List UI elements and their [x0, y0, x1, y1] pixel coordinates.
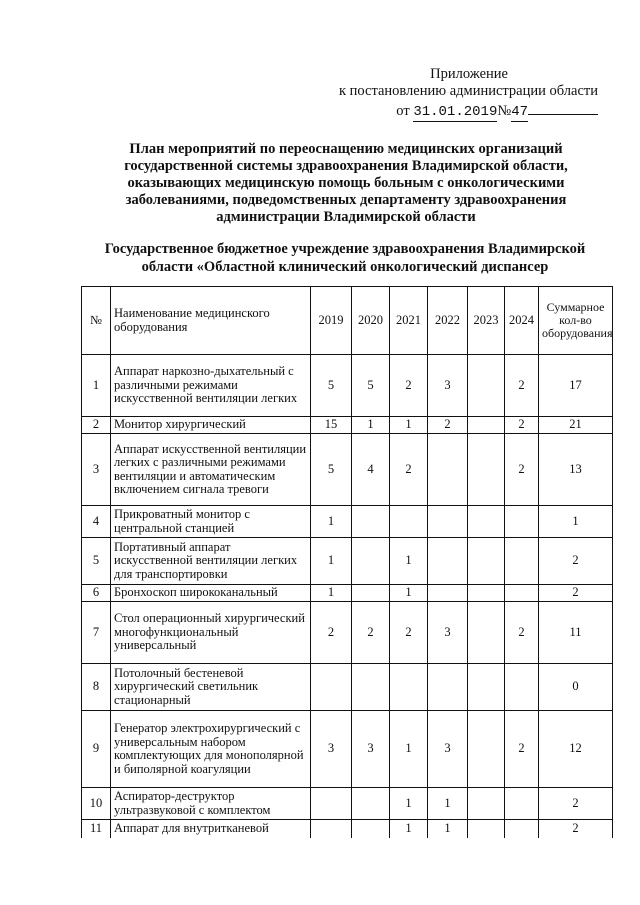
total-quantity: 11: [539, 602, 613, 664]
year-quantity: [468, 355, 505, 417]
table-row: [82, 434, 613, 506]
header-year: 2022: [428, 287, 468, 355]
year-quantity: 1: [390, 788, 428, 820]
year-quantity: [468, 664, 505, 711]
date-prefix: от: [396, 103, 410, 119]
equipment-name: Стол операционный хирургический многофункциональный универсальный: [111, 602, 311, 664]
total-quantity: 2: [539, 820, 613, 838]
year-quantity: [352, 820, 390, 838]
header-year: 2021: [390, 287, 428, 355]
year-quantity: [352, 664, 390, 711]
appendix-header: [320, 66, 598, 122]
year-quantity: 5: [352, 355, 390, 417]
equipment-name: Потолочный бестеневой хирургический светильник стационарный: [111, 664, 311, 711]
table-row: [82, 788, 613, 820]
table-row: [82, 417, 613, 434]
year-quantity: [468, 538, 505, 585]
equipment-name: Портативный аппарат искусственной вентиляции легких для транспортировки: [111, 538, 311, 585]
table-row: [82, 711, 613, 788]
year-quantity: 2: [505, 417, 539, 434]
total-quantity: 2: [539, 788, 613, 820]
total-quantity: 21: [539, 417, 613, 434]
year-quantity: 1: [390, 538, 428, 585]
year-quantity: 1: [428, 820, 468, 838]
total-quantity: 17: [539, 355, 613, 417]
number-underline: [528, 100, 598, 115]
appendix-label: Приложение: [430, 66, 508, 82]
row-number: 1: [82, 355, 111, 417]
year-quantity: 1: [390, 417, 428, 434]
year-quantity: 2: [311, 602, 352, 664]
year-quantity: [352, 585, 390, 602]
row-number: 9: [82, 711, 111, 788]
year-quantity: [468, 788, 505, 820]
equipment-name: Прикроватный монитор с центральной станцией: [111, 506, 311, 538]
total-quantity: 2: [539, 538, 613, 585]
total-quantity: 12: [539, 711, 613, 788]
year-quantity: [505, 506, 539, 538]
year-quantity: 3: [428, 355, 468, 417]
equipment-name: Аспиратор-деструктор ультразвуковой с комплектом: [111, 788, 311, 820]
year-quantity: 1: [311, 585, 352, 602]
total-quantity: 2: [539, 585, 613, 602]
year-quantity: [428, 664, 468, 711]
year-quantity: [468, 506, 505, 538]
equipment-name: Аппарат наркозно-дыхательный с различными режимами искусственной вентиляции легких: [111, 355, 311, 417]
header-total: Суммарное кол-во оборудования: [539, 287, 613, 355]
year-quantity: 3: [352, 711, 390, 788]
table-row: [82, 664, 613, 711]
year-quantity: 3: [428, 711, 468, 788]
number-sign: №: [497, 103, 512, 119]
appendix-date-line: [320, 100, 598, 122]
year-quantity: [428, 538, 468, 585]
table-row: [82, 538, 613, 585]
year-quantity: 2: [428, 417, 468, 434]
year-quantity: [468, 602, 505, 664]
year-quantity: [468, 417, 505, 434]
equipment-name: Генератор электрохирургический с универсальным набором комплектующих для монополярной и биполярной коагуляции: [111, 711, 311, 788]
year-quantity: 3: [428, 602, 468, 664]
row-number: 5: [82, 538, 111, 585]
year-quantity: 2: [505, 602, 539, 664]
year-quantity: 1: [311, 506, 352, 538]
document-title: План мероприятий по переоснащению медицинских организаций государственной системы здравоохранения Владимирской области, оказывающих медицинскую помощь больным с онкологическими заболеваниями, подведомственных департаменту здравоохранения администрации Владимирской области: [124, 141, 568, 225]
year-quantity: [311, 820, 352, 838]
equipment-name: Аппарат искусственной вентиляции легких с различными режимами вентиляции и автоматическим включением сигнала тревоги: [111, 434, 311, 506]
year-quantity: [311, 788, 352, 820]
year-quantity: 2: [505, 434, 539, 506]
table-row: [82, 602, 613, 664]
table-row: [82, 820, 613, 838]
year-quantity: 2: [505, 355, 539, 417]
year-quantity: [468, 585, 505, 602]
year-quantity: [352, 538, 390, 585]
table-row: [82, 506, 613, 538]
row-number: 3: [82, 434, 111, 506]
table-row: [82, 355, 613, 417]
table-header-row: [82, 287, 613, 355]
year-quantity: [428, 585, 468, 602]
header-year: 2024: [505, 287, 539, 355]
year-quantity: 3: [311, 711, 352, 788]
row-number: 6: [82, 585, 111, 602]
year-quantity: 1: [390, 820, 428, 838]
row-number: 7: [82, 602, 111, 664]
year-quantity: 2: [390, 602, 428, 664]
date-value: 31.01.2019: [413, 104, 498, 120]
year-quantity: [390, 664, 428, 711]
year-quantity: 15: [311, 417, 352, 434]
total-quantity: 0: [539, 664, 613, 711]
year-quantity: [390, 506, 428, 538]
equipment-table: [81, 286, 613, 838]
year-quantity: 5: [311, 434, 352, 506]
year-quantity: [505, 585, 539, 602]
equipment-name: Монитор хирургический: [111, 417, 311, 434]
year-quantity: 2: [390, 434, 428, 506]
header-year: 2020: [352, 287, 390, 355]
row-number: 8: [82, 664, 111, 711]
year-quantity: [468, 820, 505, 838]
year-quantity: 1: [390, 711, 428, 788]
appendix-resolution: к постановлению администрации области: [338, 83, 598, 99]
year-quantity: 5: [311, 355, 352, 417]
row-number: 2: [82, 417, 111, 434]
row-number: 11: [82, 820, 111, 838]
equipment-name: Аппарат для внутритканевой: [111, 820, 311, 838]
equipment-name: Бронхоскоп ширококанальный: [111, 585, 311, 602]
year-quantity: 1: [428, 788, 468, 820]
year-quantity: 1: [352, 417, 390, 434]
row-number: 4: [82, 506, 111, 538]
year-quantity: [428, 506, 468, 538]
year-quantity: [505, 664, 539, 711]
year-quantity: [505, 538, 539, 585]
year-quantity: 4: [352, 434, 390, 506]
year-quantity: 2: [352, 602, 390, 664]
year-quantity: 1: [311, 538, 352, 585]
year-quantity: 2: [390, 355, 428, 417]
table-row: [82, 585, 613, 602]
year-quantity: [311, 664, 352, 711]
year-quantity: [505, 820, 539, 838]
year-quantity: [468, 711, 505, 788]
year-quantity: [428, 434, 468, 506]
number-value: 47: [511, 104, 528, 120]
year-quantity: [505, 788, 539, 820]
year-quantity: [468, 434, 505, 506]
organization-name: Государственное бюджетное учреждение здравоохранения Владимирской области «Областной клинический онкологический диспансер: [104, 241, 586, 275]
header-num: №: [82, 287, 111, 355]
total-quantity: 13: [539, 434, 613, 506]
header-year: 2023: [468, 287, 505, 355]
year-quantity: 1: [390, 585, 428, 602]
row-number: 10: [82, 788, 111, 820]
total-quantity: 1: [539, 506, 613, 538]
header-name: Наименование медицинского оборудования: [111, 287, 311, 355]
header-year: 2019: [311, 287, 352, 355]
year-quantity: 2: [505, 711, 539, 788]
year-quantity: [352, 788, 390, 820]
year-quantity: [352, 506, 390, 538]
